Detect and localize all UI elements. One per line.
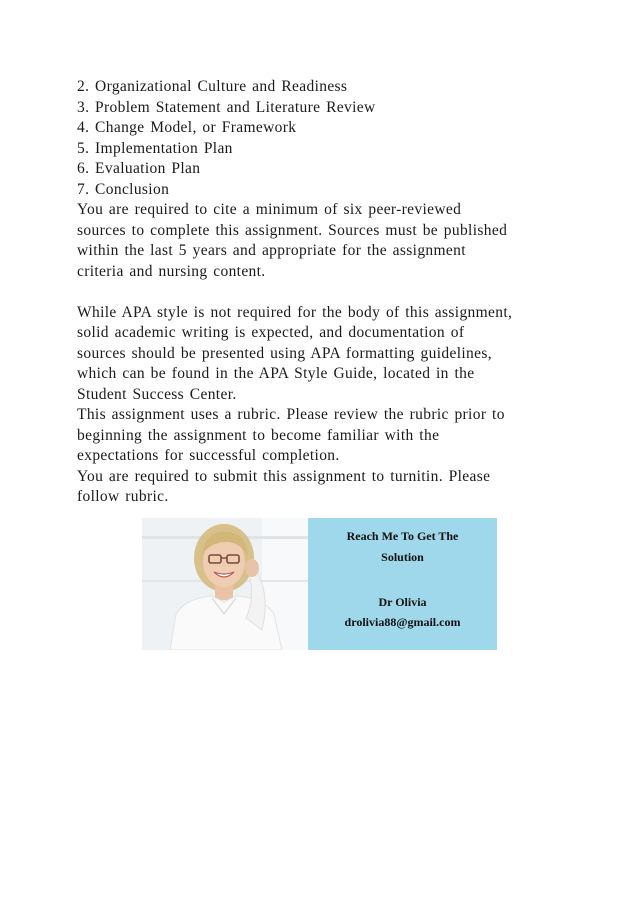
paragraph-submit-line-1: You are required to submit this assignment to turnitin. Please <box>77 467 491 485</box>
paragraph-sources-line-3: within the last 5 years and appropriate for the assignment <box>77 242 466 259</box>
promo-banner <box>142 518 497 650</box>
paragraph-rubric-line-1: This assignment uses a rubric. Please review the rubric prior to <box>77 406 505 423</box>
list-item-problem-statement: 3. Problem Statement and Literature Review <box>77 98 376 116</box>
list-item-implementation-plan: 5. Implementation Plan <box>77 139 233 157</box>
list-item-evaluation-plan: 6. Evaluation Plan <box>77 160 201 177</box>
contact-email: drolivia88@gmail.com <box>344 615 461 629</box>
portrait-illustration <box>142 518 308 650</box>
paragraph-sources-line-4: criteria and nursing content. <box>77 262 266 280</box>
list-item-organizational-culture: 2. Organizational Culture and Readiness <box>77 78 348 95</box>
paragraph-apa-line-5: Student Success Center. <box>77 385 237 403</box>
contact-name: Dr Olivia <box>378 595 427 609</box>
paragraph-sources-line-1: You are required to cite a minimum of six peer-reviewed <box>77 201 462 218</box>
contact-panel <box>308 518 497 650</box>
paragraph-submit-line-2: follow rubric. <box>77 488 169 505</box>
woman-portrait-image <box>142 518 308 650</box>
paragraph-rubric-line-2: beginning the assignment to become familiar with the <box>77 426 440 444</box>
paragraph-apa-line-2: solid academic writing is expected, and documentation of <box>77 324 465 341</box>
paragraph-rubric-line-3: expectations for successful completion. <box>77 447 340 464</box>
promo-headline-line-2: Solution <box>381 550 424 564</box>
paragraph-apa-line-3: sources should be presented using APA formatting guidelines, <box>77 344 492 362</box>
promo-headline-line-1: Reach Me To Get The <box>346 529 459 543</box>
document-body <box>77 77 577 508</box>
paragraph-sources-line-2: sources to complete this assignment. Sources must be published <box>77 221 508 239</box>
list-item-conclusion: 7. Conclusion <box>77 180 170 198</box>
paragraph-gap <box>77 282 577 303</box>
list-item-change-model: 4. Change Model, or Framework <box>77 119 297 136</box>
paragraph-apa-line-4: which can be found in the APA Style Guide, located in the <box>77 365 475 382</box>
paragraph-apa-line-1: While APA style is not required for the body of this assignment, <box>77 303 513 321</box>
